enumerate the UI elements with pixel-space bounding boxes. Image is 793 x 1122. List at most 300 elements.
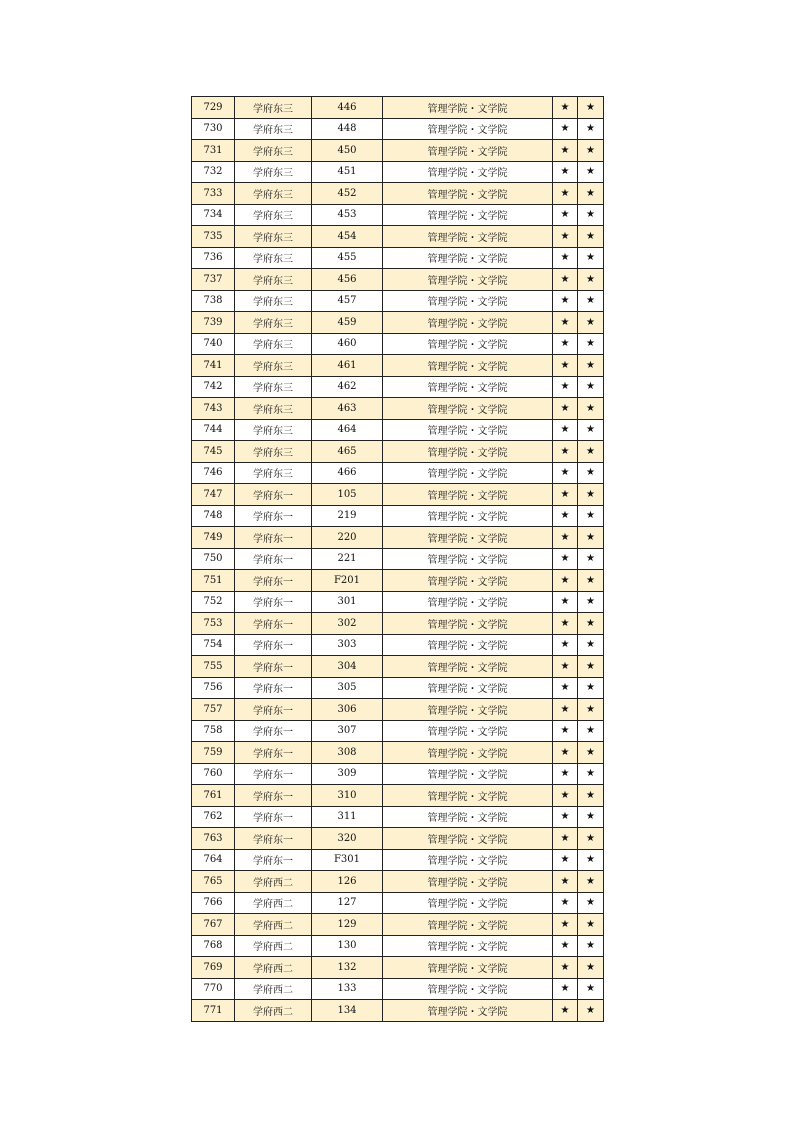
- star-cell-1: ★: [553, 333, 578, 355]
- table-row: [192, 828, 604, 850]
- room-cell: 454: [312, 226, 383, 248]
- department-cell: 管理学院・文学院: [383, 118, 553, 140]
- table-row: [192, 484, 604, 506]
- building-cell: 学府西二: [235, 978, 312, 1000]
- star-cell-2: ★: [578, 914, 604, 936]
- building-cell: 学府东三: [235, 312, 312, 334]
- star-cell-2: ★: [578, 785, 604, 807]
- row-number-cell: 731: [192, 140, 235, 162]
- star-cell-1: ★: [553, 849, 578, 871]
- room-cell: 308: [312, 742, 383, 764]
- row-number-cell: 733: [192, 183, 235, 205]
- table-row: [192, 183, 604, 205]
- room-cell: 459: [312, 312, 383, 334]
- table-row: [192, 118, 604, 140]
- table-row: [192, 892, 604, 914]
- row-number-cell: 735: [192, 226, 235, 248]
- row-number-cell: 759: [192, 742, 235, 764]
- star-cell-1: ★: [553, 892, 578, 914]
- table-row: [192, 312, 604, 334]
- star-cell-1: ★: [553, 398, 578, 420]
- department-cell: 管理学院・文学院: [383, 570, 553, 592]
- table-row: [192, 247, 604, 269]
- classroom-table: [191, 96, 604, 1022]
- building-cell: 学府东一: [235, 828, 312, 850]
- star-cell-2: ★: [578, 484, 604, 506]
- building-cell: 学府东三: [235, 333, 312, 355]
- row-number-cell: 740: [192, 333, 235, 355]
- table-row: [192, 333, 604, 355]
- row-number-cell: 738: [192, 290, 235, 312]
- star-cell-1: ★: [553, 957, 578, 979]
- row-number-cell: 757: [192, 699, 235, 721]
- star-cell-2: ★: [578, 849, 604, 871]
- department-cell: 管理学院・文学院: [383, 892, 553, 914]
- row-number-cell: 748: [192, 505, 235, 527]
- row-number-cell: 760: [192, 763, 235, 785]
- department-cell: 管理学院・文学院: [383, 484, 553, 506]
- star-cell-1: ★: [553, 656, 578, 678]
- room-cell: 462: [312, 376, 383, 398]
- room-cell: 133: [312, 978, 383, 1000]
- star-cell-2: ★: [578, 419, 604, 441]
- department-cell: 管理学院・文学院: [383, 312, 553, 334]
- row-number-cell: 751: [192, 570, 235, 592]
- star-cell-1: ★: [553, 742, 578, 764]
- star-cell-1: ★: [553, 97, 578, 119]
- room-cell: 453: [312, 204, 383, 226]
- table-row: [192, 785, 604, 807]
- star-cell-1: ★: [553, 161, 578, 183]
- star-cell-1: ★: [553, 591, 578, 613]
- building-cell: 学府东一: [235, 763, 312, 785]
- building-cell: 学府东一: [235, 505, 312, 527]
- row-number-cell: 736: [192, 247, 235, 269]
- table-row: [192, 570, 604, 592]
- department-cell: 管理学院・文学院: [383, 183, 553, 205]
- building-cell: 学府东一: [235, 785, 312, 807]
- department-cell: 管理学院・文学院: [383, 828, 553, 850]
- department-cell: 管理学院・文学院: [383, 871, 553, 893]
- department-cell: 管理学院・文学院: [383, 398, 553, 420]
- table-row: [192, 591, 604, 613]
- star-cell-1: ★: [553, 247, 578, 269]
- building-cell: 学府东三: [235, 462, 312, 484]
- table-row: [192, 763, 604, 785]
- table-row: [192, 1000, 604, 1022]
- room-cell: 129: [312, 914, 383, 936]
- star-cell-2: ★: [578, 226, 604, 248]
- table-row: [192, 290, 604, 312]
- building-cell: 学府东一: [235, 527, 312, 549]
- star-cell-2: ★: [578, 355, 604, 377]
- star-cell-1: ★: [553, 118, 578, 140]
- row-number-cell: 766: [192, 892, 235, 914]
- department-cell: 管理学院・文学院: [383, 204, 553, 226]
- star-cell-1: ★: [553, 226, 578, 248]
- department-cell: 管理学院・文学院: [383, 591, 553, 613]
- row-number-cell: 758: [192, 720, 235, 742]
- row-number-cell: 764: [192, 849, 235, 871]
- department-cell: 管理学院・文学院: [383, 269, 553, 291]
- building-cell: 学府东三: [235, 118, 312, 140]
- room-cell: 130: [312, 935, 383, 957]
- star-cell-1: ★: [553, 634, 578, 656]
- building-cell: 学府东三: [235, 161, 312, 183]
- building-cell: 学府东三: [235, 355, 312, 377]
- table-row: [192, 419, 604, 441]
- star-cell-2: ★: [578, 290, 604, 312]
- row-number-cell: 771: [192, 1000, 235, 1022]
- row-number-cell: 753: [192, 613, 235, 635]
- star-cell-1: ★: [553, 1000, 578, 1022]
- star-cell-2: ★: [578, 591, 604, 613]
- department-cell: 管理学院・文学院: [383, 935, 553, 957]
- star-cell-1: ★: [553, 462, 578, 484]
- row-number-cell: 755: [192, 656, 235, 678]
- row-number-cell: 749: [192, 527, 235, 549]
- department-cell: 管理学院・文学院: [383, 441, 553, 463]
- star-cell-2: ★: [578, 828, 604, 850]
- department-cell: 管理学院・文学院: [383, 849, 553, 871]
- department-cell: 管理学院・文学院: [383, 548, 553, 570]
- table-row: [192, 462, 604, 484]
- room-cell: 303: [312, 634, 383, 656]
- building-cell: 学府西二: [235, 1000, 312, 1022]
- room-cell: 446: [312, 97, 383, 119]
- building-cell: 学府西二: [235, 892, 312, 914]
- star-cell-2: ★: [578, 376, 604, 398]
- building-cell: 学府西二: [235, 957, 312, 979]
- table-row: [192, 398, 604, 420]
- department-cell: 管理学院・文学院: [383, 720, 553, 742]
- star-cell-1: ★: [553, 140, 578, 162]
- table-row: [192, 505, 604, 527]
- star-cell-1: ★: [553, 677, 578, 699]
- row-number-cell: 762: [192, 806, 235, 828]
- row-number-cell: 732: [192, 161, 235, 183]
- star-cell-1: ★: [553, 570, 578, 592]
- building-cell: 学府东三: [235, 226, 312, 248]
- table-row: [192, 376, 604, 398]
- star-cell-2: ★: [578, 742, 604, 764]
- star-cell-2: ★: [578, 97, 604, 119]
- room-cell: 455: [312, 247, 383, 269]
- building-cell: 学府东一: [235, 656, 312, 678]
- row-number-cell: 739: [192, 312, 235, 334]
- table-body: [192, 97, 604, 1022]
- department-cell: 管理学院・文学院: [383, 806, 553, 828]
- department-cell: 管理学院・文学院: [383, 742, 553, 764]
- room-cell: 457: [312, 290, 383, 312]
- department-cell: 管理学院・文学院: [383, 226, 553, 248]
- table-row: [192, 806, 604, 828]
- star-cell-1: ★: [553, 312, 578, 334]
- row-number-cell: 737: [192, 269, 235, 291]
- department-cell: 管理学院・文学院: [383, 527, 553, 549]
- row-number-cell: 744: [192, 419, 235, 441]
- room-cell: 305: [312, 677, 383, 699]
- department-cell: 管理学院・文学院: [383, 161, 553, 183]
- building-cell: 学府东三: [235, 269, 312, 291]
- star-cell-2: ★: [578, 118, 604, 140]
- star-cell-1: ★: [553, 763, 578, 785]
- star-cell-1: ★: [553, 376, 578, 398]
- star-cell-2: ★: [578, 656, 604, 678]
- room-cell: 450: [312, 140, 383, 162]
- star-cell-1: ★: [553, 204, 578, 226]
- department-cell: 管理学院・文学院: [383, 785, 553, 807]
- department-cell: 管理学院・文学院: [383, 699, 553, 721]
- star-cell-1: ★: [553, 871, 578, 893]
- star-cell-2: ★: [578, 763, 604, 785]
- building-cell: 学府东一: [235, 720, 312, 742]
- room-cell: 306: [312, 699, 383, 721]
- department-cell: 管理学院・文学院: [383, 419, 553, 441]
- row-number-cell: 734: [192, 204, 235, 226]
- star-cell-2: ★: [578, 957, 604, 979]
- star-cell-2: ★: [578, 935, 604, 957]
- table-row: [192, 871, 604, 893]
- row-number-cell: 769: [192, 957, 235, 979]
- building-cell: 学府东一: [235, 591, 312, 613]
- table-row: [192, 935, 604, 957]
- star-cell-1: ★: [553, 548, 578, 570]
- room-cell: 105: [312, 484, 383, 506]
- star-cell-2: ★: [578, 462, 604, 484]
- room-cell: 309: [312, 763, 383, 785]
- star-cell-1: ★: [553, 720, 578, 742]
- department-cell: 管理学院・文学院: [383, 1000, 553, 1022]
- room-cell: 302: [312, 613, 383, 635]
- row-number-cell: 761: [192, 785, 235, 807]
- building-cell: 学府西二: [235, 914, 312, 936]
- building-cell: 学府东三: [235, 290, 312, 312]
- room-cell: 301: [312, 591, 383, 613]
- department-cell: 管理学院・文学院: [383, 505, 553, 527]
- room-cell: 461: [312, 355, 383, 377]
- building-cell: 学府东三: [235, 204, 312, 226]
- building-cell: 学府东一: [235, 806, 312, 828]
- star-cell-1: ★: [553, 935, 578, 957]
- row-number-cell: 754: [192, 634, 235, 656]
- building-cell: 学府东一: [235, 677, 312, 699]
- row-number-cell: 763: [192, 828, 235, 850]
- star-cell-1: ★: [553, 527, 578, 549]
- star-cell-2: ★: [578, 613, 604, 635]
- row-number-cell: 746: [192, 462, 235, 484]
- star-cell-2: ★: [578, 677, 604, 699]
- room-cell: F301: [312, 849, 383, 871]
- table-row: [192, 161, 604, 183]
- table-row: [192, 957, 604, 979]
- table-row: [192, 849, 604, 871]
- star-cell-2: ★: [578, 699, 604, 721]
- table-row: [192, 97, 604, 119]
- department-cell: 管理学院・文学院: [383, 656, 553, 678]
- row-number-cell: 752: [192, 591, 235, 613]
- star-cell-2: ★: [578, 247, 604, 269]
- star-cell-1: ★: [553, 290, 578, 312]
- star-cell-2: ★: [578, 548, 604, 570]
- row-number-cell: 730: [192, 118, 235, 140]
- room-cell: 464: [312, 419, 383, 441]
- star-cell-2: ★: [578, 183, 604, 205]
- room-cell: 463: [312, 398, 383, 420]
- row-number-cell: 747: [192, 484, 235, 506]
- star-cell-2: ★: [578, 269, 604, 291]
- row-number-cell: 743: [192, 398, 235, 420]
- room-cell: 221: [312, 548, 383, 570]
- table-row: [192, 355, 604, 377]
- table-row: [192, 269, 604, 291]
- star-cell-2: ★: [578, 570, 604, 592]
- star-cell-1: ★: [553, 419, 578, 441]
- row-number-cell: 742: [192, 376, 235, 398]
- room-cell: 311: [312, 806, 383, 828]
- star-cell-2: ★: [578, 634, 604, 656]
- table-row: [192, 742, 604, 764]
- department-cell: 管理学院・文学院: [383, 462, 553, 484]
- building-cell: 学府东一: [235, 548, 312, 570]
- department-cell: 管理学院・文学院: [383, 763, 553, 785]
- row-number-cell: 729: [192, 97, 235, 119]
- star-cell-1: ★: [553, 806, 578, 828]
- building-cell: 学府东一: [235, 849, 312, 871]
- star-cell-1: ★: [553, 828, 578, 850]
- row-number-cell: 765: [192, 871, 235, 893]
- star-cell-2: ★: [578, 140, 604, 162]
- star-cell-2: ★: [578, 806, 604, 828]
- star-cell-1: ★: [553, 505, 578, 527]
- row-number-cell: 756: [192, 677, 235, 699]
- department-cell: 管理学院・文学院: [383, 290, 553, 312]
- table-row: [192, 634, 604, 656]
- room-cell: 456: [312, 269, 383, 291]
- building-cell: 学府东一: [235, 570, 312, 592]
- table-row: [192, 204, 604, 226]
- room-cell: 320: [312, 828, 383, 850]
- department-cell: 管理学院・文学院: [383, 333, 553, 355]
- room-cell: 132: [312, 957, 383, 979]
- building-cell: 学府东三: [235, 140, 312, 162]
- star-cell-2: ★: [578, 892, 604, 914]
- star-cell-2: ★: [578, 312, 604, 334]
- building-cell: 学府西二: [235, 871, 312, 893]
- row-number-cell: 770: [192, 978, 235, 1000]
- row-number-cell: 745: [192, 441, 235, 463]
- star-cell-2: ★: [578, 161, 604, 183]
- table-row: [192, 656, 604, 678]
- star-cell-2: ★: [578, 333, 604, 355]
- department-cell: 管理学院・文学院: [383, 978, 553, 1000]
- star-cell-1: ★: [553, 978, 578, 1000]
- department-cell: 管理学院・文学院: [383, 97, 553, 119]
- room-cell: 134: [312, 1000, 383, 1022]
- star-cell-1: ★: [553, 484, 578, 506]
- department-cell: 管理学院・文学院: [383, 634, 553, 656]
- building-cell: 学府东三: [235, 376, 312, 398]
- building-cell: 学府东三: [235, 441, 312, 463]
- star-cell-2: ★: [578, 720, 604, 742]
- table-row: [192, 548, 604, 570]
- star-cell-1: ★: [553, 441, 578, 463]
- star-cell-2: ★: [578, 505, 604, 527]
- star-cell-2: ★: [578, 1000, 604, 1022]
- room-cell: 465: [312, 441, 383, 463]
- table-row: [192, 677, 604, 699]
- table-row: [192, 914, 604, 936]
- table-row: [192, 613, 604, 635]
- table-row: [192, 699, 604, 721]
- row-number-cell: 768: [192, 935, 235, 957]
- row-number-cell: 767: [192, 914, 235, 936]
- department-cell: 管理学院・文学院: [383, 677, 553, 699]
- table-row: [192, 720, 604, 742]
- department-cell: 管理学院・文学院: [383, 247, 553, 269]
- department-cell: 管理学院・文学院: [383, 140, 553, 162]
- department-cell: 管理学院・文学院: [383, 376, 553, 398]
- department-cell: 管理学院・文学院: [383, 613, 553, 635]
- department-cell: 管理学院・文学院: [383, 957, 553, 979]
- star-cell-2: ★: [578, 978, 604, 1000]
- star-cell-1: ★: [553, 785, 578, 807]
- room-cell: 452: [312, 183, 383, 205]
- table-row: [192, 140, 604, 162]
- star-cell-1: ★: [553, 613, 578, 635]
- table-row: [192, 441, 604, 463]
- department-cell: 管理学院・文学院: [383, 355, 553, 377]
- room-cell: 448: [312, 118, 383, 140]
- table-row: [192, 527, 604, 549]
- room-cell: 304: [312, 656, 383, 678]
- building-cell: 学府东三: [235, 183, 312, 205]
- room-cell: 451: [312, 161, 383, 183]
- star-cell-1: ★: [553, 914, 578, 936]
- building-cell: 学府东三: [235, 97, 312, 119]
- star-cell-1: ★: [553, 183, 578, 205]
- building-cell: 学府东三: [235, 419, 312, 441]
- row-number-cell: 741: [192, 355, 235, 377]
- star-cell-2: ★: [578, 398, 604, 420]
- building-cell: 学府东一: [235, 742, 312, 764]
- building-cell: 学府东三: [235, 398, 312, 420]
- building-cell: 学府西二: [235, 935, 312, 957]
- star-cell-1: ★: [553, 355, 578, 377]
- room-cell: 460: [312, 333, 383, 355]
- room-cell: F201: [312, 570, 383, 592]
- room-cell: 219: [312, 505, 383, 527]
- room-cell: 220: [312, 527, 383, 549]
- building-cell: 学府东一: [235, 613, 312, 635]
- star-cell-1: ★: [553, 699, 578, 721]
- room-cell: 466: [312, 462, 383, 484]
- room-cell: 310: [312, 785, 383, 807]
- building-cell: 学府东三: [235, 247, 312, 269]
- table-row: [192, 226, 604, 248]
- building-cell: 学府东一: [235, 699, 312, 721]
- department-cell: 管理学院・文学院: [383, 914, 553, 936]
- table-row: [192, 978, 604, 1000]
- star-cell-2: ★: [578, 871, 604, 893]
- room-cell: 127: [312, 892, 383, 914]
- row-number-cell: 750: [192, 548, 235, 570]
- star-cell-2: ★: [578, 204, 604, 226]
- star-cell-2: ★: [578, 527, 604, 549]
- room-cell: 307: [312, 720, 383, 742]
- star-cell-2: ★: [578, 441, 604, 463]
- building-cell: 学府东一: [235, 484, 312, 506]
